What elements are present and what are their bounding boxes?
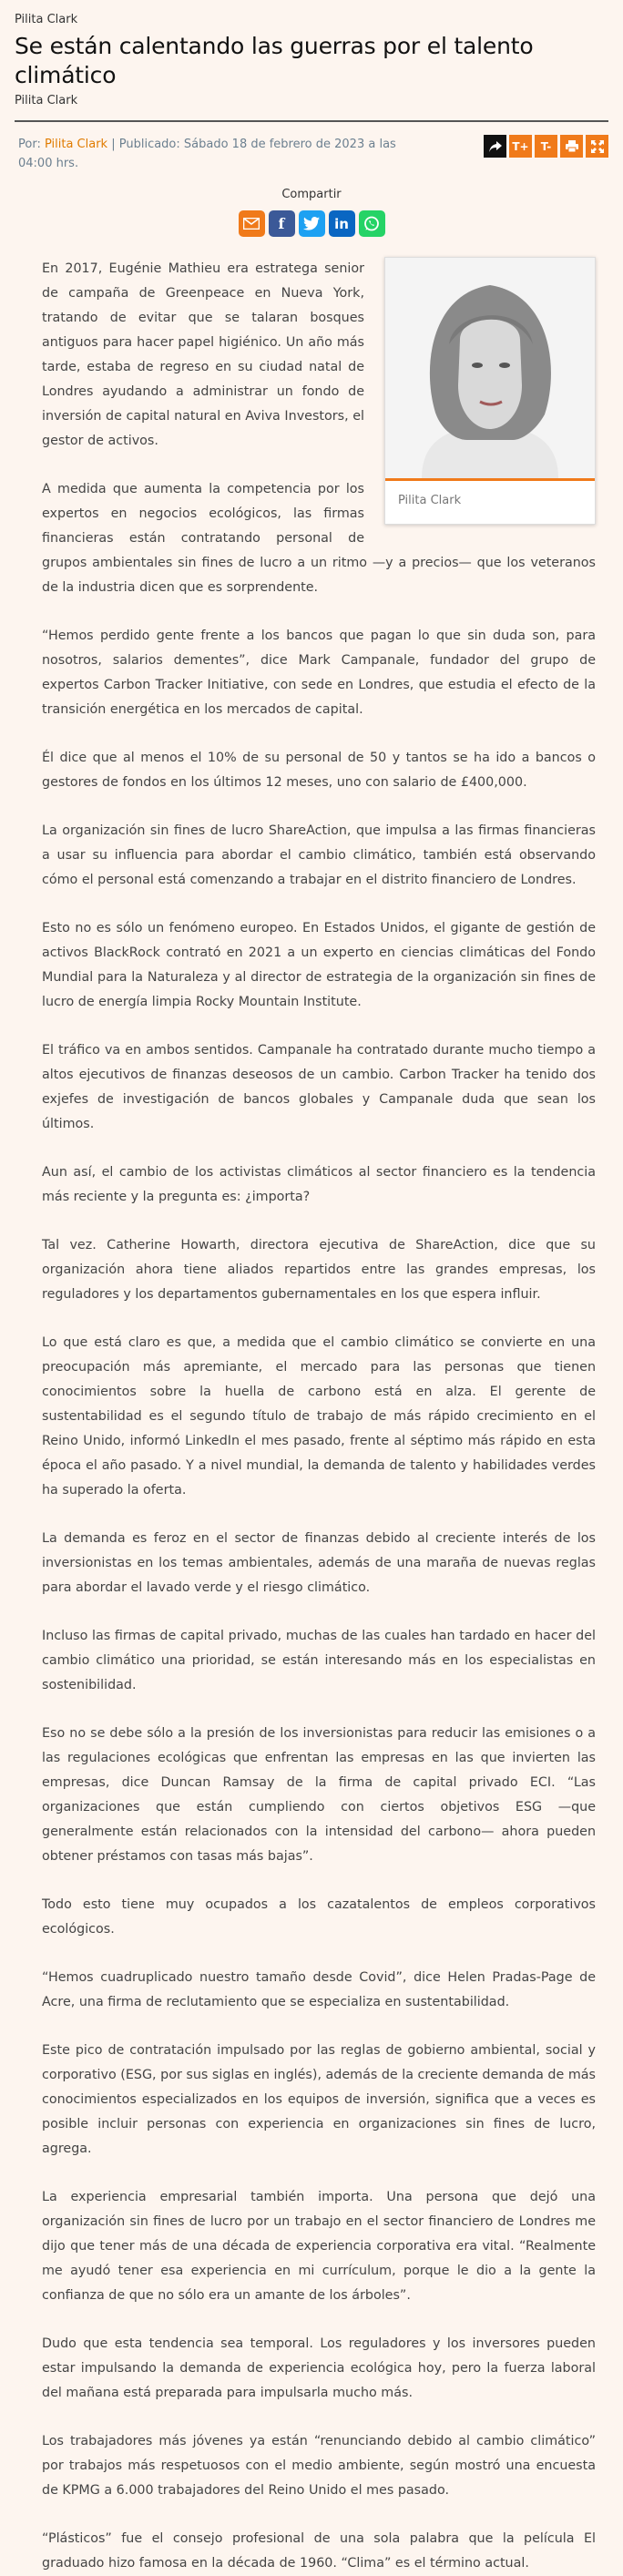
linkedin-icon: in xyxy=(334,215,349,232)
article-paragraph: Eso no se debe sólo a la presión de los inversionistas para reducir las emisiones o a las regulaciones ecológicas que enfrentan las empresas en las que invierten las empresas, dice Duncan Ramsay de la firma de capital privado ECI. “Las organizaciones que están cumpliendo con ciertos objetivos ESG —que generalmente están relacionados con la intensidad del carbono— ahora pueden obtener préstamos con tasas más bajas”. xyxy=(42,1726,596,1864)
article-paragraph: “Hemos perdido gente frente a los bancos que pagan lo que sin duda son, para nosotros, salarios dementes”, dice Mark Campanale, fundador del grupo de expertos Carbon Tracker Initiative, con sede en Londres, que estudia el efecto de la transición energética en los mercados de capital. xyxy=(42,629,596,717)
share-section xyxy=(0,180,623,237)
print-button[interactable] xyxy=(560,135,583,158)
article-body xyxy=(0,237,623,2576)
article-paragraph: Dudo que esta tendencia sea temporal. Los reguladores y los inversores pueden estar impulsando la demanda de experiencia ecológica hoy, pero la fuerza laboral del mañana está preparada para impulsarla mucho más. xyxy=(42,2336,596,2400)
article-paragraph: Los trabajadores más jóvenes ya están “renunciando debido al cambio climático” por trabajos más respetuosos con el medio ambiente, según mostró una encuesta de KPMG a 6.000 trabajadores del Reino Unido el mes pasado. xyxy=(42,2434,596,2498)
print-icon xyxy=(566,140,578,152)
author-kicker: Pilita Clark xyxy=(15,13,78,26)
article-header xyxy=(0,0,623,107)
article-paragraph: La experiencia empresarial también importa. Una persona que dejó una organización sin fines de lucro por un trabajo en el sector financiero de Londres me dijo que tener más de una década de experiencia corporativa era vital. “Realmente me ayudó tener esa experiencia en mi currículum, porque le dio a la gente la confianza de que no sólo era un amante de los árboles”. xyxy=(42,2190,596,2303)
article-paragraph: Todo esto tiene muy ocupados a los cazatalentos de empleos corporativos ecológicos. xyxy=(42,1897,596,1937)
facebook-icon: f xyxy=(278,215,285,232)
whatsapp-icon xyxy=(363,216,380,232)
article-paragraphs xyxy=(42,257,596,2576)
article-paragraph: En 2017, Eugénie Mathieu era estratega senior de campaña de Greenpeace en Nueva York, tratando de evitar que se talaran bosques antiguos para hacer papel higiénico. Un año más tarde, estaba de regreso en su ciudad natal de Londres ayudando a administrar un fondo de inversión de capital natural en Aviva Investors, el gestor de activos. xyxy=(42,261,364,448)
article-paragraph: “Plásticos” fue el consejo profesional de una sola palabra que la película El graduado hizo famosa en la década de 1960. “Clima” es el término actual. xyxy=(42,2531,596,2571)
article-paragraph: La organización sin fines de lucro ShareAction, que impulsa a las firmas financieras a usar su influencia para abordar el cambio climático, también está observando cómo el personal está comenzando a trabajar en el distrito financiero de Londres. xyxy=(42,823,596,887)
whatsapp-share-button[interactable] xyxy=(359,210,385,237)
article-paragraph: “Hemos cuadruplicado nuestro tamaño desde Covid”, dice Helen Pradas-Page de Acre, una firma de reclutamiento que se especializa en sustentabilidad. xyxy=(42,1970,596,2009)
publication-meta xyxy=(18,135,410,173)
published-date: | Publicado: Sábado 18 de febrero de 2023 a las 04:00 hrs. xyxy=(18,138,396,170)
email-share-button[interactable] xyxy=(239,210,265,237)
author-photo xyxy=(385,258,595,481)
by-prefix: Por: xyxy=(18,138,41,151)
font-decrease-button[interactable] xyxy=(535,135,557,158)
photo-caption: Pilita Clark xyxy=(398,494,462,507)
share-arrow-button[interactable] xyxy=(484,135,506,158)
article-paragraph: Tal vez. Catherine Howarth, directora ejecutiva de ShareAction, dice que su organización ahora tiene aliados repartidos entre las grandes empresas, los reguladores y los departamentos gubernamentales en los que espera influir. xyxy=(42,1238,596,1302)
article-paragraph: A medida que aumenta la competencia por los expertos en negocios ecológicos, las firmas financieras están contratando personal de grupos ambientales sin fines de lucro a un ritmo —y a precios— que los veteranos de la industria dicen que es sorprendente. xyxy=(42,482,596,595)
article-paragraph: Incluso las firmas de capital privado, muchas de las cuales han tardado en hacer del cambio climático una prioridad, se están interesando más en los especialistas en sostenibilidad. xyxy=(42,1629,596,1692)
expand-icon xyxy=(591,140,604,153)
expand-button[interactable] xyxy=(586,135,608,158)
meta-row xyxy=(0,122,623,180)
share-arrow-icon xyxy=(489,141,502,152)
facebook-share-button[interactable] xyxy=(269,210,295,237)
twitter-share-button[interactable] xyxy=(299,210,325,237)
author-photo-card xyxy=(384,257,596,525)
page-title: Se están calentando las guerras por el talento climático xyxy=(15,33,534,88)
twitter-icon xyxy=(303,217,320,230)
font-increase-icon: T+ xyxy=(512,139,529,153)
article-paragraph: Este pico de contratación impulsado por las reglas de gobierno ambiental, social y corporativo (ESG, por sus siglas en inglés), además de la creciente demanda de más conocimientos especializados en los equipos de inversión, significa que a veces es posible incluir personas con experiencia en organizaciones sin fines de lucro, agrega. xyxy=(42,2043,596,2156)
article-toolbar xyxy=(484,135,608,158)
article-paragraph: Él dice que al menos el 10% de su personal de 50 y tantos se ha ido a bancos o gestores de fondos en los últimos 12 meses, uno con salario de £400,000. xyxy=(42,751,596,790)
byline: Pilita Clark xyxy=(15,94,78,107)
article-paragraph: La demanda es feroz en el sector de finanzas debido al creciente interés de los inversionistas en los temas ambientales, además de una maraña de nuevas reglas para abordar el lavado verde y el riesgo climático. xyxy=(42,1531,596,1595)
author-portrait xyxy=(385,258,595,478)
font-decrease-icon: T- xyxy=(540,139,552,153)
font-increase-button[interactable] xyxy=(509,135,532,158)
article-paragraph: Lo que está claro es que, a medida que el cambio climático se convierte en una preocupación más apremiante, el mercado para las personas que tienen conocimientos sobre la huella de carbono está en alza. El gerente de sustentabilidad es el segundo título de trabajo de más rápido crecimiento en el Reino Unido, informó LinkedIn el mes pasado, frente al séptimo más rápido en esta época el año pasado. Y a nivel mundial, la demanda de talento y habilidades verdes ha superado la oferta. xyxy=(42,1335,596,1498)
share-label: Compartir xyxy=(281,188,342,201)
article-paragraph: El tráfico va en ambos sentidos. Campanale ha contratado durante mucho tiempo a altos ejecutivos de finanzas deseosos de un cambio. Carbon Tracker ha tenido dos exjefes de investigación de bancos globales y Campanale duda que sean los últimos. xyxy=(42,1043,596,1131)
mail-icon xyxy=(243,218,260,230)
article-paragraph: Esto no es sólo un fenómeno europeo. En Estados Unidos, el gigante de gestión de activos BlackRock contrató en 2021 a un experto en ciencias climáticas del Fondo Mundial para la Naturaleza y al director de estrategia de la organización sin fines de lucro de energía limpia Rocky Mountain Institute. xyxy=(42,921,596,1009)
share-icons xyxy=(0,210,623,237)
linkedin-share-button[interactable] xyxy=(329,210,355,237)
author-link[interactable]: Pilita Clark xyxy=(44,138,108,151)
article-paragraph: Aun así, el cambio de los activistas climáticos al sector financiero es la tendencia más reciente y la pregunta es: ¿importa? xyxy=(42,1165,596,1204)
